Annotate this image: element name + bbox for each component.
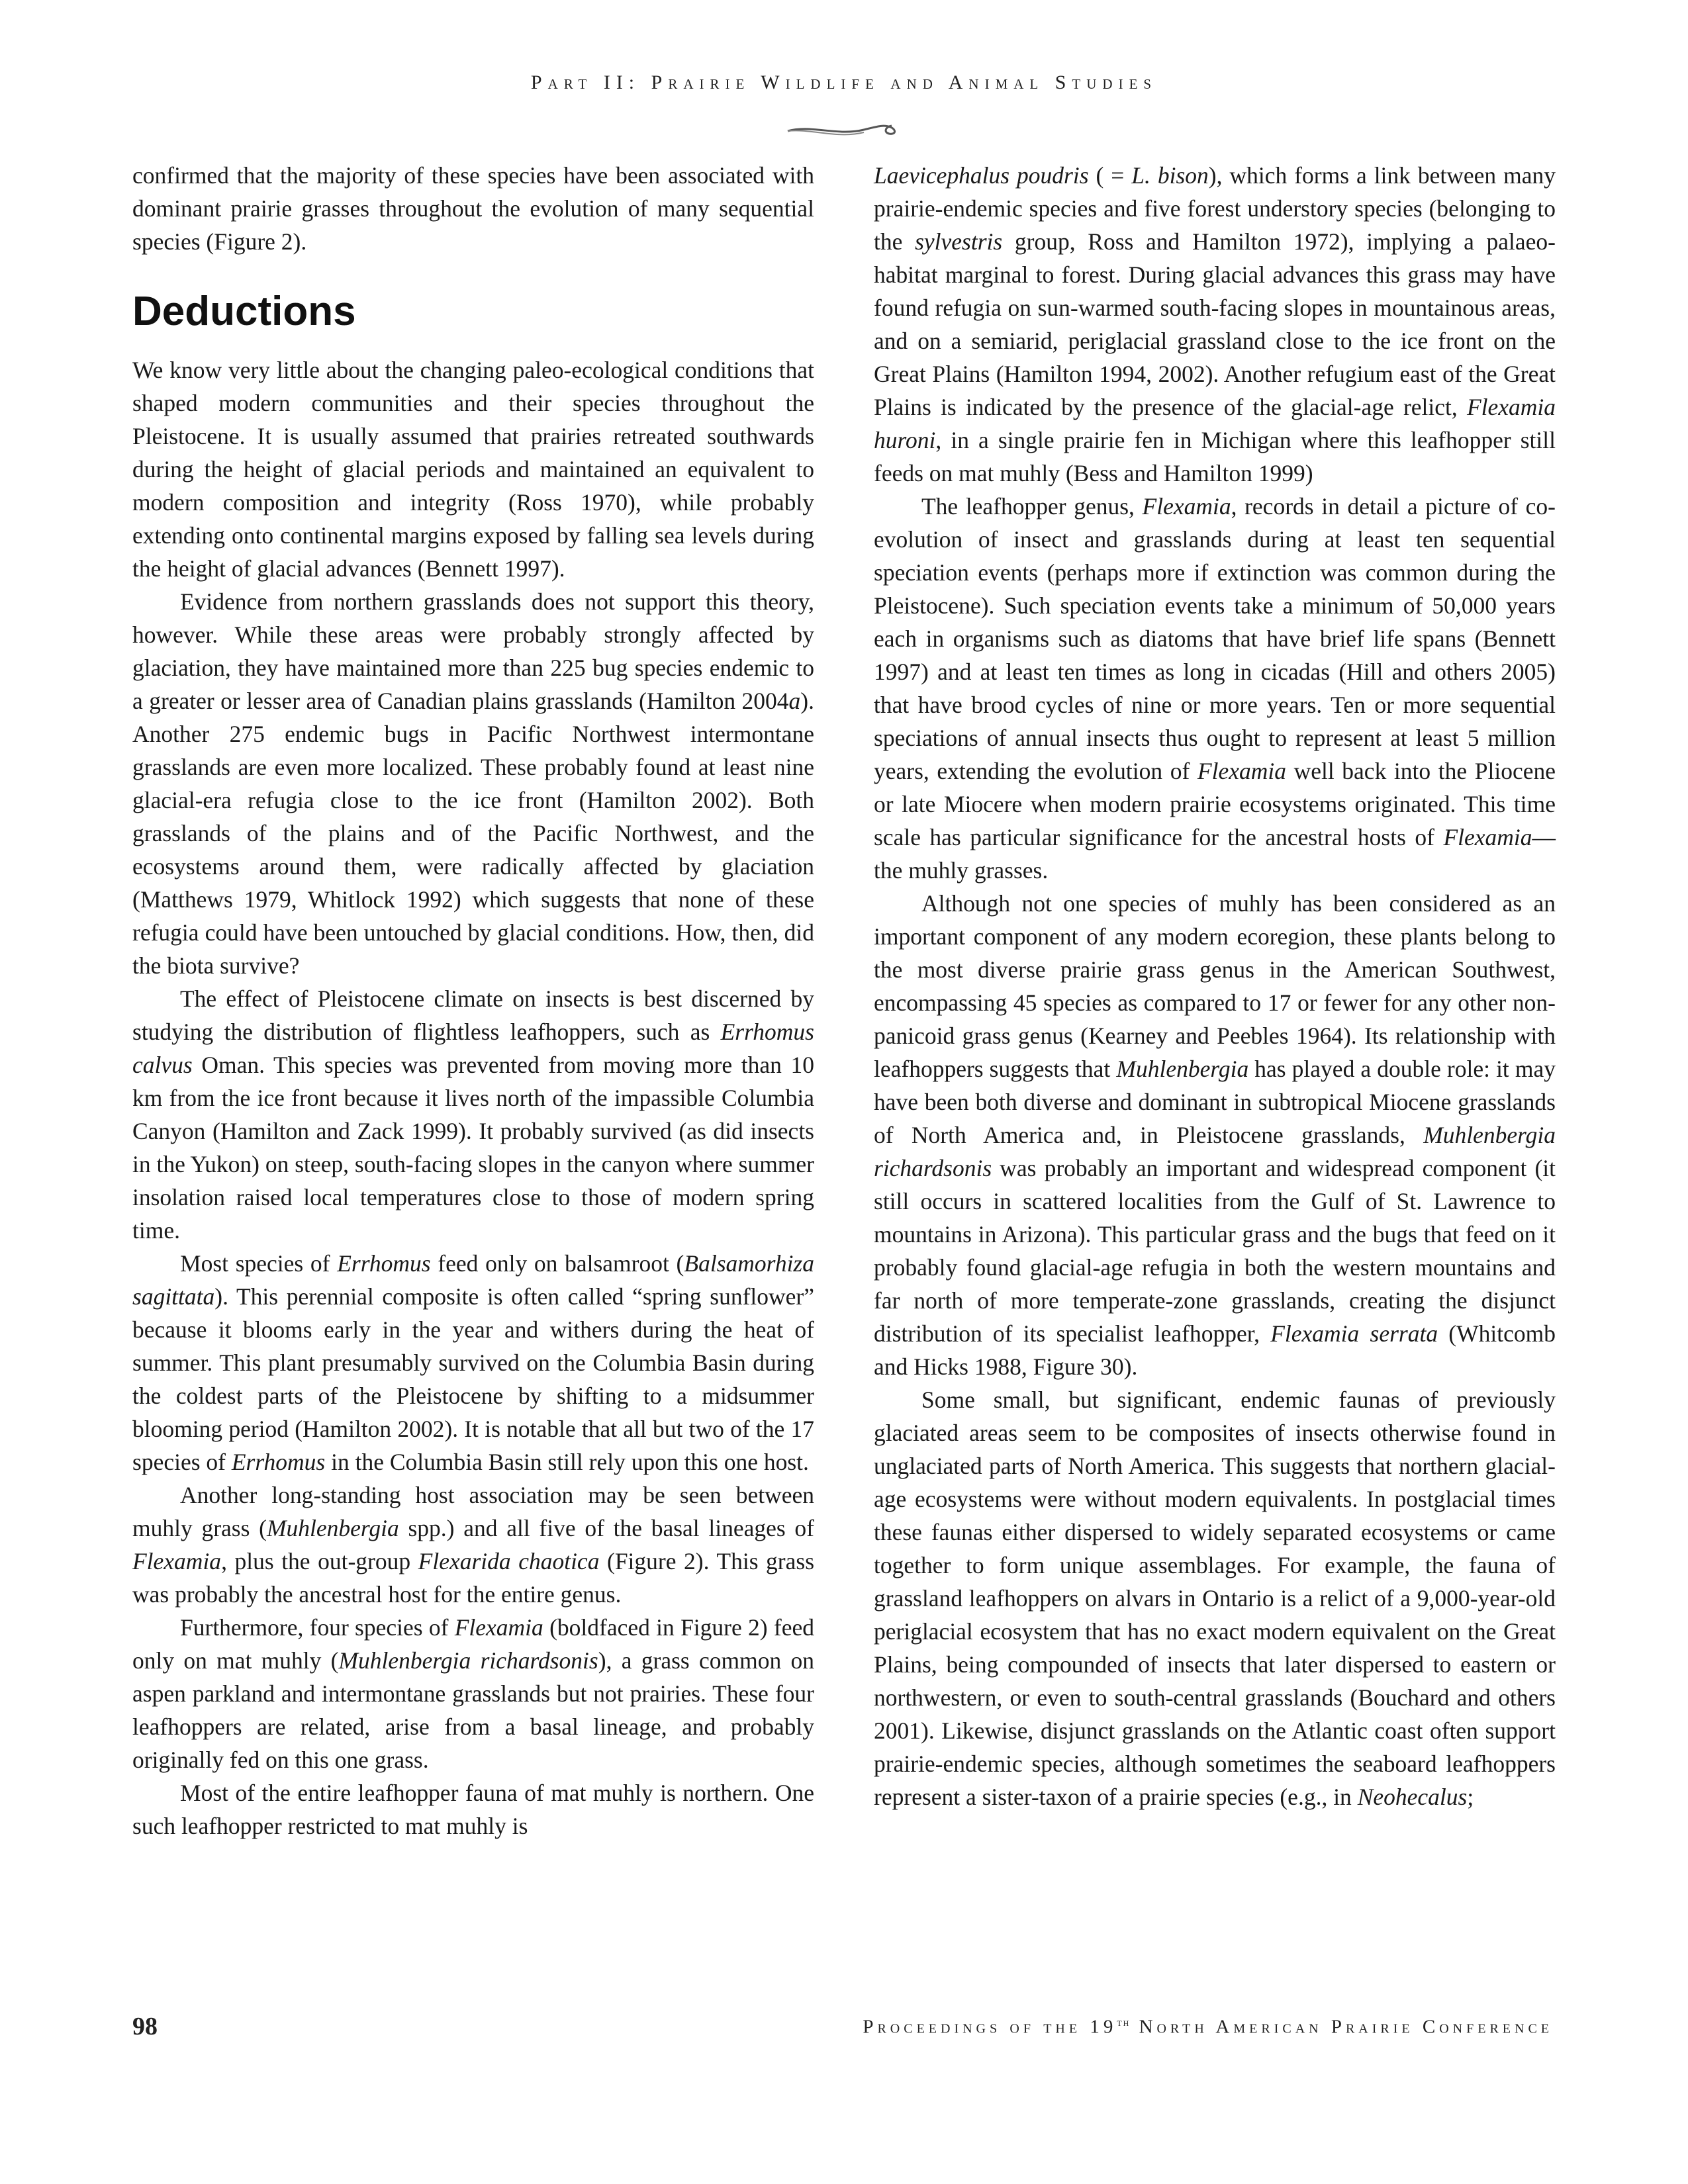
paragraph: Evidence from northern grasslands does not support this theory, however. While these areas were probably strongly affected by glaciation, they have maintained more than 225 bug species endemic to a greater or lesser area of Canadian plains grasslands (Hamilton 2004a). Another 275 endemic bugs in Pacific Northwest intermontane grasslands are even more localized. These probably found at least nine glacial-era refugia close to the ice front (Hamilton 2002). Both grasslands of the plains and of the Pacific Northwest, and the ecosystems around them, were radically affected by glaciation (Matthews 1979, Whitlock 1992) which suggests that none of these refugia could have been untouched by glacial conditions. How, then, did the biota survive?	[132, 588, 814, 979]
paragraph: Another long-standing host association may be seen between muhly grass (Muhlenbergia spp.) and all five of the basal lineages of Flexamia, plus the out-group Flexarida chaotica (Figure 2). This grass was probably the ancestral host for the entire genus.	[132, 1482, 815, 1608]
paragraph: Most species of Errhomus feed only on balsamroot (Balsamorhiza sagittata). This perennial composite is often called “spring sunflower” because it blooms early in the year and withers during the heat of summer. This plant presumably survived on the Columbia Basin during the coldest parts of the Pleistocene by shifting to a midsummer blooming period (Hamilton 2002). It is notable that all but two of the 17 species of Errhomus in the Columbia Basin still rely upon this one host.	[132, 1250, 814, 1475]
paragraph: Although not one species of muhly has been considered as an important component of any modern ecoregion, these plants belong to the most diverse prairie grass genus in the American Southwest, encompassing 45 species as compared to 17 or fewer for any other non-panicoid grass genus (Kearney and Peebles 1964). Its relationship with leafhoppers suggests that Muhlenbergia has played a double role: it may have been both diverse and dominant in subtropical Miocene grasslands of North America and, in Pleistocene grasslands, Muhlenbergia richardsonis was probably an important and widespread component (it still occurs in scattered localities from the Gulf of St. Lawrence to mountains in Arizona). This particular grass and the bugs that feed on it probably found glacial-age refugia in both the western mountains and far north of more temperate-zone grasslands, creating the disjunct distribution of its specialist leafhopper, Flexamia serrata (Whitcomb and Hicks 1988, Figure 30).	[874, 890, 1556, 1380]
paragraph: Some small, but significant, endemic faunas of previously glaciated areas seem to be composites of insects otherwise found in unglaciated parts of North America. This suggests that northern glacial-age ecosystems were without modern equivalents. In postglacial times these faunas either dispersed to widely separated ecosystems or came together to form unique assemblages. For example, the fauna of grassland leafhoppers on alvars in Ontario is a relict of a 9,000-year-old periglacial ecosystem that has no exact modern equivalent on the Great Plains, being compounded of insects that later dispersed to eastern or northwestern, or even to south-central grasslands (Bouchard and others 2001). Likewise, disjunct grasslands on the Atlantic coast often support prairie-endemic species, although sometimes the seaboard leafhoppers represent a sister-taxon of a prairie species (e.g., in Neohecalus;	[874, 1387, 1556, 1810]
scroll-flourish-icon	[784, 119, 904, 139]
page-number: 98	[132, 2013, 158, 2040]
paragraph: The effect of Pleistocene climate on insects is best discerned by studying the distribution of flightless leafhoppers, such as Errhomus calvus Oman. This species was prevented from moving more than 10 km from the ice front because it lives north of the impassible Columbia Canyon (Hamilton and Zack 1999). It probably survived (as did insects in the Yukon) on steep, south-facing slopes in the canyon where summer insolation raised local temperatures close to those of modern spring time.	[132, 985, 814, 1244]
right-column	[874, 159, 1556, 1813]
paragraph: Most of the entire leafhopper fauna of mat muhly is northern. One such leafhopper restricted to mat muhly is	[132, 1780, 814, 1839]
running-footer: Proceedings of the 19th North American Prairie Conference	[863, 2016, 1553, 2038]
paragraph-continued: Laevicephalus poudris ( = L. bison), which forms a link between many prairie-endemic species and five forest understory species (belonging to the sylvestris group, Ross and Hamilton 1972), implying a palaeo-habitat marginal to forest. During glacial advances this grass may have found refugia on sun-warmed south-facing slopes in mountainous areas, and on a semiarid, periglacial grassland close to the ice front on the Great Plains (Hamilton 1994, 2002). Another refugium east of the Great Plains is indicated by the presence of the glacial-age relict, Flexamia huroni, in a single prairie fen in Michigan where this leafhopper still feeds on mat muhly (Bess and Hamilton 1999)	[874, 162, 1556, 486]
paragraph: The leafhopper genus, Flexamia, records in detail a picture of co-evolution of insect and grasslands during at least ten sequential speciation events (perhaps more if extinction was common during the Pleistocene). Such speciation events take a minimum of 50,000 years each in organisms such as diatoms that have brief life spans (Bennett 1997) and at least ten times as long in cicadas (Hill and others 2005) that have brood cycles of nine or more years. Ten or more sequential speciations of annual insects thus ought to represent at least 5 million years, extending the evolution of Flexamia well back into the Pliocene or late Miocere when modern prairie ecosystems originated. This time scale has particular significance for the ancestral hosts of Flexamia—the muhly grasses.	[874, 493, 1556, 884]
paragraph: Furthermore, four species of Flexamia (boldfaced in Figure 2) feed only on mat muhly (Muhlenbergia richardsonis), a grass common on aspen parkland and intermontane grasslands but not prairies. These four leafhoppers are related, arise from a basal lineage, and probably originally fed on this one grass.	[132, 1614, 814, 1773]
running-header: Part II: Prairie Wildlife and Animal Studies	[530, 71, 1158, 93]
left-column	[132, 159, 814, 1843]
section-heading-deductions: Deductions	[132, 289, 356, 334]
paragraph-continued: confirmed that the majority of these species have been associated with dominant prairie grasses throughout the evolution of many sequential species (Figure 2).	[132, 162, 814, 255]
paragraph: We know very little about the changing paleo-ecological conditions that shaped modern communities and their species throughout the Pleistocene. It is usually assumed that prairies retreated southwards during the height of glacial periods and maintained an equivalent to modern composition and integrity (Ross 1970), while probably extending onto continental margins exposed by falling sea levels during the height of glacial advances (Bennett 1997).	[132, 357, 814, 582]
